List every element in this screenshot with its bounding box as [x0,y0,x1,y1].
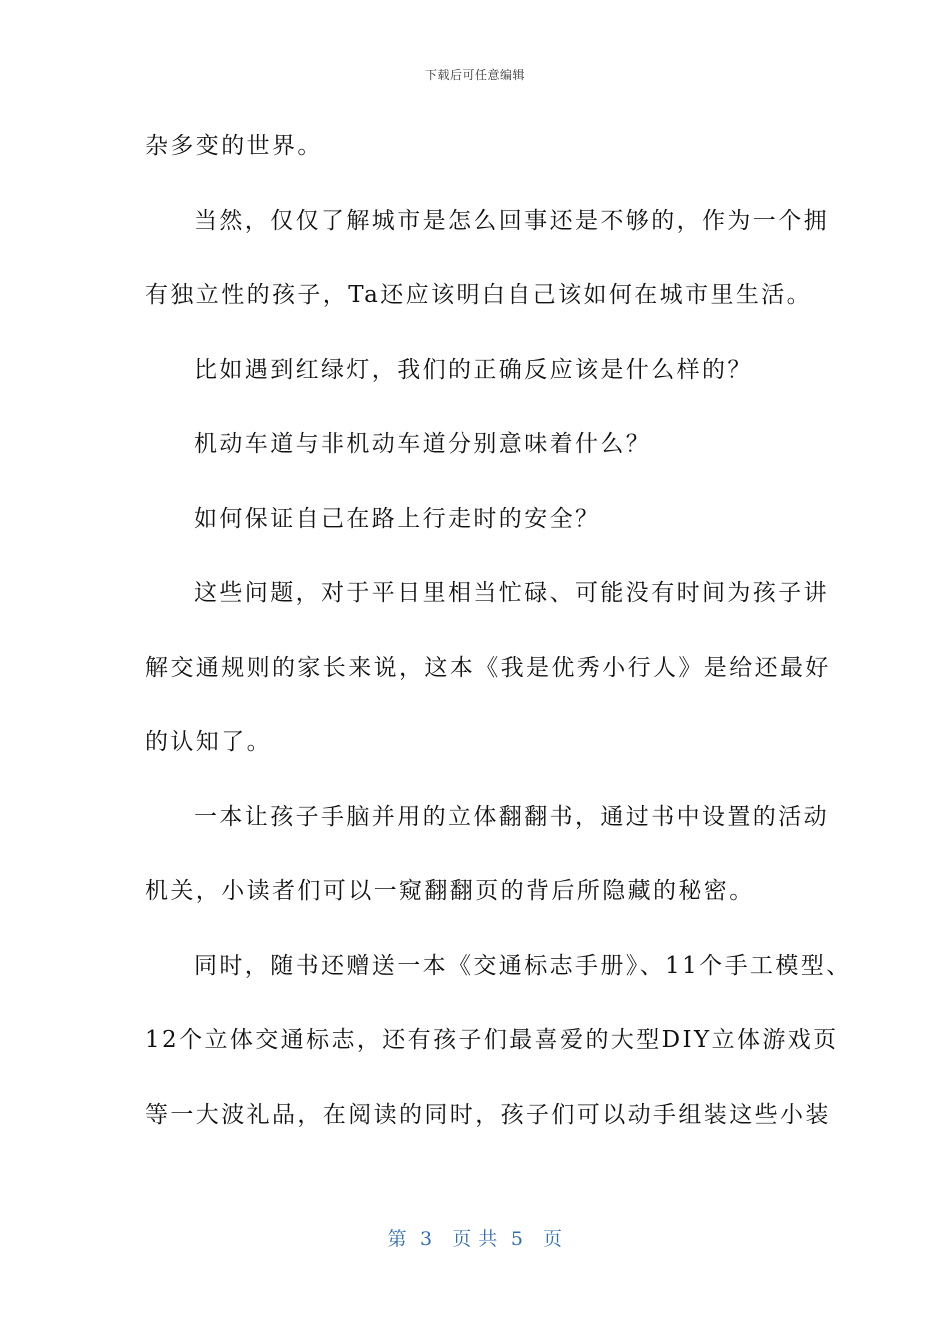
text-line: 解交通规则的家长来说，这本《我是优秀小行人》是给还最好 [145,654,831,681]
text-line: 这些问题，对于平日里相当忙碌、可能没有时间为孩子讲 [194,580,829,606]
text-line: 同时，随书还赠送一本《交通标志手册》、11个手工模型、 [194,952,852,979]
text-line: 比如遇到红绿灯，我们的正确反应该是什么样的？ [194,356,753,383]
text-line: 的认知了。 [145,729,272,755]
text-line: 等一大波礼品，在阅读的同时，孩子们可以动手组装这些小装 [145,1101,831,1128]
text-line: 杂多变的世界。 [145,133,323,159]
page-number-footer: 第 3 页 共 5 页 [387,1228,563,1250]
text-line: 机关，小读者们可以一窥翻翻页的背后所隐藏的秘密。 [145,878,755,904]
text-line: 12个立体交通标志，还有孩子们最喜爱的大型DIY立体游戏页 [145,1027,839,1053]
text-line: 一本让孩子手脑并用的立体翻翻书，通过书中设置的活动 [194,803,829,830]
header-note: 下载后可任意编辑 [424,68,525,82]
document-body [145,122,852,1165]
text-line: 机动车道与非机动车道分别意味着什么？ [194,431,652,457]
text-line: 当然，仅仅了解城市是怎么回事还是不够的，作为一个拥 [194,207,829,234]
text-line: 如何保证自己在路上行走时的安全？ [194,505,601,532]
text-line: 有独立性的孩子，Ta还应该明白自己该如何在城市里生活。 [145,282,813,308]
